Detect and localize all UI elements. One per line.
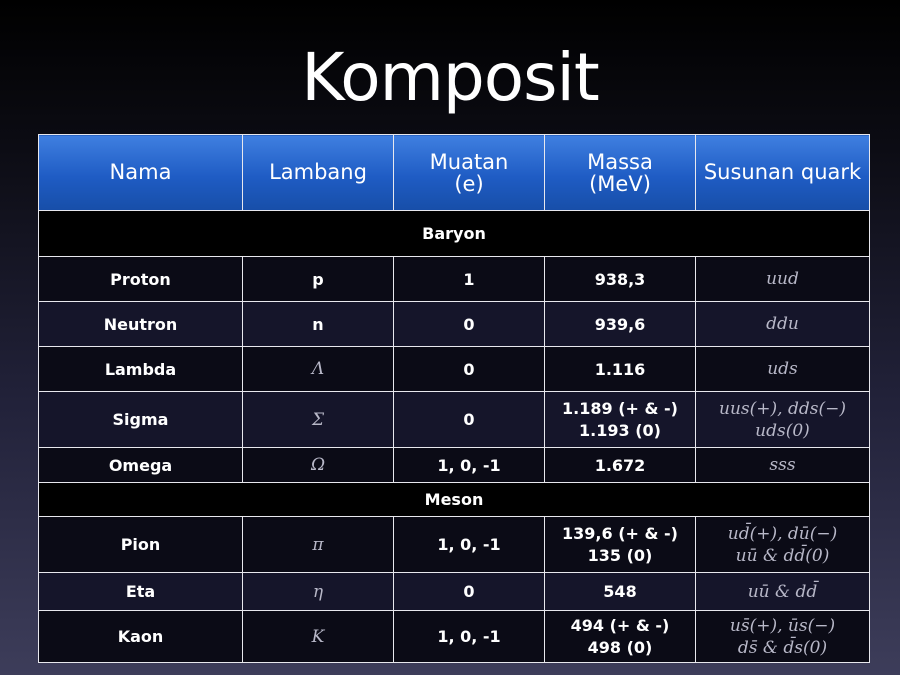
cell-quark: uū & dd̄: [696, 573, 870, 611]
cell-lambang: π: [243, 517, 394, 573]
cell-quark-line2: uds(0): [755, 420, 810, 441]
cell-quark-line1: uus(+), dds(−): [719, 398, 846, 419]
header-muatan-line1: Muatan: [429, 149, 509, 174]
cell-lambang: n: [243, 302, 394, 347]
cell-massa: 548: [545, 573, 696, 611]
cell-massa: 1.672: [545, 448, 696, 483]
cell-quark: uud: [696, 257, 870, 302]
cell-nama: Neutron: [39, 302, 243, 347]
cell-muatan: 1, 0, -1: [394, 517, 545, 573]
slide-title: Komposit: [301, 39, 599, 116]
header-row: [39, 135, 870, 211]
header-lambang: Lambang: [243, 135, 394, 211]
header-massa-line2: (MeV): [589, 171, 651, 196]
cell-lambang: p: [243, 257, 394, 302]
composite-particles-table: [38, 134, 870, 663]
cell-muatan: 1, 0, -1: [394, 448, 545, 483]
cell-lambang: Λ: [243, 347, 394, 392]
cell-massa-line2: 1.193 (0): [579, 420, 661, 440]
table-row: [39, 573, 870, 611]
cell-massa: 1.116: [545, 347, 696, 392]
cell-muatan: 0: [394, 302, 545, 347]
cell-quark-line1: ud̄(+), dū(−): [727, 523, 838, 544]
cell-lambang: Ω: [243, 448, 394, 483]
cell-massa: 939,6: [545, 302, 696, 347]
cell-massa: [545, 517, 696, 573]
cell-quark: [696, 392, 870, 448]
section-row-meson: [39, 483, 870, 517]
table-row: [39, 611, 870, 663]
header-massa-line1: Massa: [587, 149, 653, 174]
cell-quark: sss: [696, 448, 870, 483]
cell-nama: Pion: [39, 517, 243, 573]
cell-quark: uds: [696, 347, 870, 392]
cell-nama: Proton: [39, 257, 243, 302]
cell-muatan: 1, 0, -1: [394, 611, 545, 663]
cell-massa: 938,3: [545, 257, 696, 302]
section-label-baryon: Baryon: [39, 211, 870, 257]
table-row: [39, 517, 870, 573]
header-susunan: Susunan quark: [696, 135, 870, 211]
cell-muatan: 1: [394, 257, 545, 302]
cell-quark: [696, 517, 870, 573]
cell-nama: Omega: [39, 448, 243, 483]
cell-massa-line1: 494 (+ & -): [570, 615, 670, 635]
cell-quark-line1: us̄(+), ūs(−): [729, 615, 836, 636]
cell-massa: [545, 611, 696, 663]
cell-nama: Lambda: [39, 347, 243, 392]
table-row: [39, 347, 870, 392]
cell-lambang: Σ: [243, 392, 394, 448]
cell-quark-line2: ds̄ & d̄s(0): [737, 637, 828, 658]
cell-nama: Kaon: [39, 611, 243, 663]
header-massa: [545, 135, 696, 211]
cell-quark: [696, 611, 870, 663]
header-muatan: [394, 135, 545, 211]
cell-lambang: η: [243, 573, 394, 611]
section-row-baryon: [39, 211, 870, 257]
cell-muatan: 0: [394, 392, 545, 448]
table-row: [39, 392, 870, 448]
header-nama: Nama: [39, 135, 243, 211]
cell-massa-line2: 135 (0): [587, 545, 653, 565]
header-muatan-line2: (e): [454, 171, 484, 196]
cell-massa: [545, 392, 696, 448]
table-row: [39, 448, 870, 483]
cell-quark-line2: uū & dd̄(0): [735, 545, 830, 566]
cell-quark: ddu: [696, 302, 870, 347]
cell-massa-line1: 139,6 (+ & -): [562, 523, 678, 543]
cell-muatan: 0: [394, 347, 545, 392]
cell-nama: Eta: [39, 573, 243, 611]
table-row: [39, 302, 870, 347]
cell-muatan: 0: [394, 573, 545, 611]
cell-nama: Sigma: [39, 392, 243, 448]
table-row: [39, 257, 870, 302]
cell-lambang: K: [243, 611, 394, 663]
section-label-meson: Meson: [39, 483, 870, 517]
cell-massa-line2: 498 (0): [587, 637, 653, 657]
cell-massa-line1: 1.189 (+ & -): [562, 398, 678, 418]
